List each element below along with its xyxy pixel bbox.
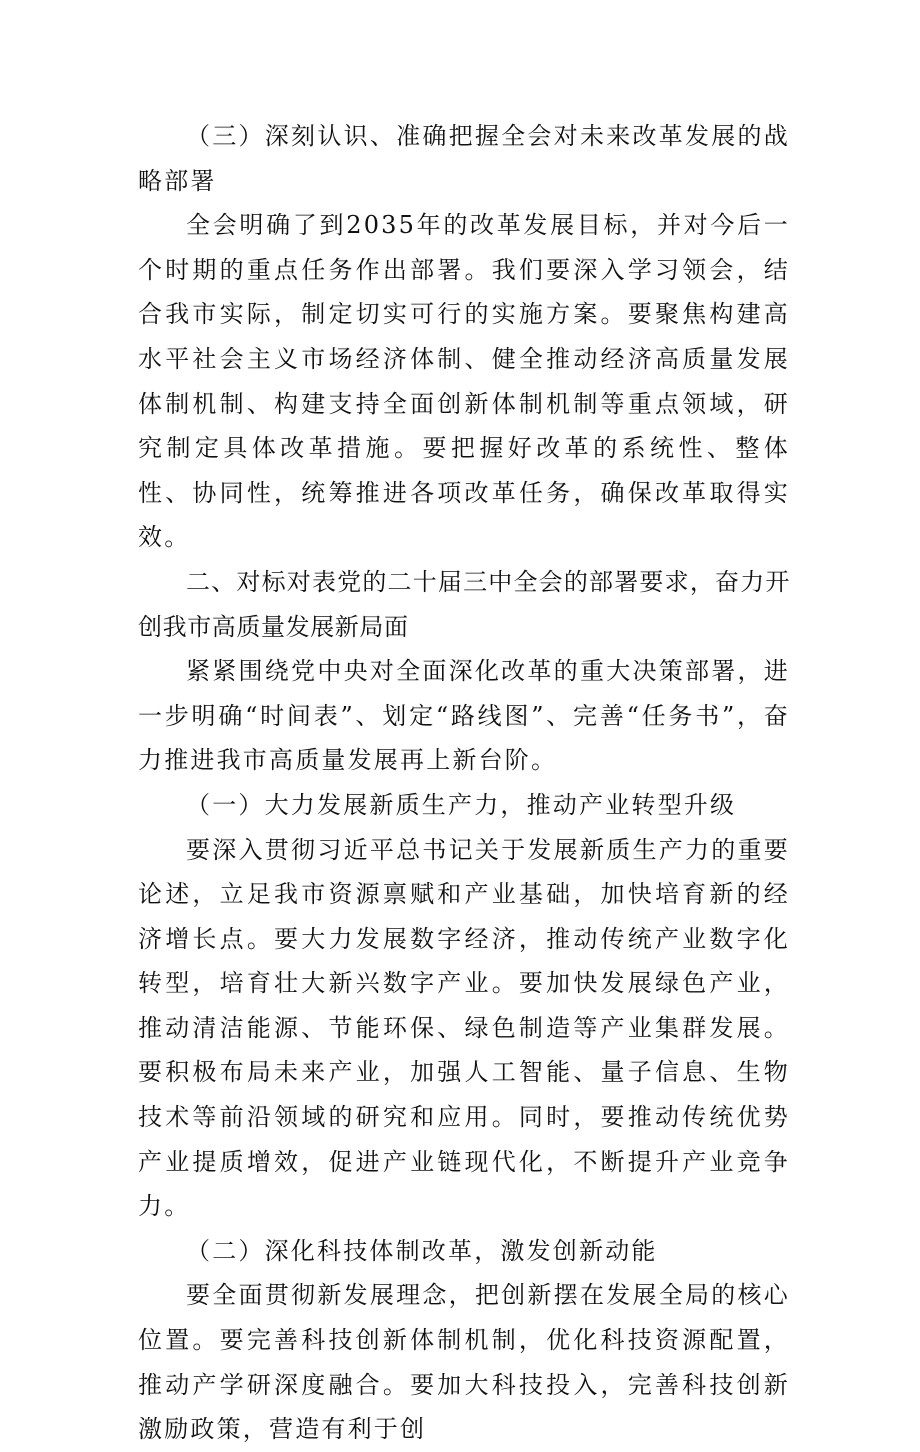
document-body <box>138 114 790 1452</box>
section-heading-2: （二）深化科技体制改革，激发创新动能 <box>186 1236 658 1265</box>
section-heading-1: （一）大力发展新质生产力，推动产业转型升级 <box>186 790 737 819</box>
body-paragraph: 全会明确了到2035年的改革发展目标，并对今后一个时期的重点任务作出部署。我们要深入学习领会，结合我市实际，制定切实可行的实施方案。要聚焦构建高水平社会主义市场经济体制、健全推动经济高质量发展体制机制、构建支持全面创新体制机制等重点领域，研究制定具体改革措施。要把握好改革的系统性、整体性、协同性，统筹推进各项改革任务，确保改革取得实效。 <box>138 211 790 552</box>
chapter-heading-2: 二、对标对表党的二十届三中全会的部署要求，奋力开创我市高质量发展新局面 <box>138 567 790 641</box>
body-paragraph: 紧紧围绕党中央对全面深化改革的重大决策部署，进一步明确“时间表”、划定“路线图”、完善“任务书”，奋力推进我市高质量发展再上新台阶。 <box>138 657 790 775</box>
body-paragraph: 要深入贯彻习近平总书记关于发展新质生产力的重要论述，立足我市资源禀赋和产业基础，加快培育新的经济增长点。要大力发展数字经济，推动传统产业数字化转型，培育壮大新兴数字产业。要加快发展绿色产业，推动清洁能源、节能环保、绿色制造等产业集群发展。要积极布局未来产业，加强人工智能、量子信息、生物技术等前沿领域的研究和应用。同时，要推动传统优势产业提质增效，促进产业链现代化，不断提升产业竞争力。 <box>138 835 790 1221</box>
body-paragraph: 要全面贯彻新发展理念，把创新摆在发展全局的核心位置。要完善科技创新体制机制，优化科技资源配置，推动产学研深度融合。要加大科技投入，完善科技创新激励政策，营造有利于创 <box>138 1281 790 1444</box>
section-heading-3: （三）深刻认识、准确把握全会对未来改革发展的战略部署 <box>138 122 790 195</box>
